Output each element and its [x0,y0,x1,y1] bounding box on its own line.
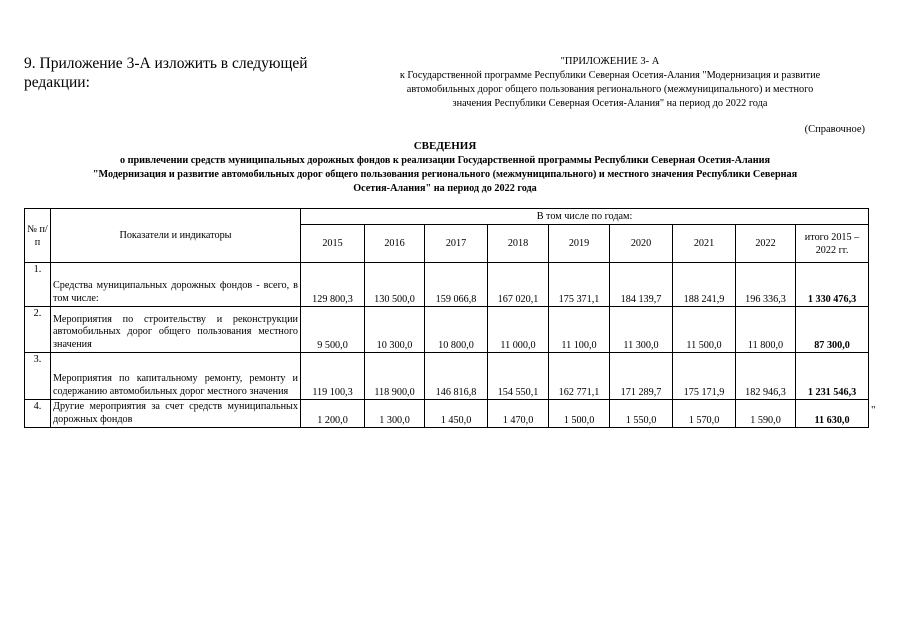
row-year-value: 184 139,7 [610,263,673,307]
document-title [20,139,870,196]
row-year-value: 1 200,0 [301,400,365,428]
row-year-value: 196 336,3 [736,263,796,307]
table-row [25,353,869,400]
row-year-value: 154 550,1 [488,353,549,400]
row-number: 4. [25,400,51,428]
appendix-line-3: значения Республики Северная Осетия-Алания" на период до 2022 года [452,98,768,109]
appendix-line-1: к Государственной программе Республики Северная Осетия-Алания "Модернизация и развитие [399,70,821,81]
header-year: 2018 [488,225,549,263]
table-row [25,307,869,353]
row-total: 87 300,0 [796,307,869,353]
header-year: 2020 [610,225,673,263]
row-number: 3. [25,353,51,400]
title-line-1: о привлечении средств муниципальных дорожных фондов к реализации Государственной программы Республики Северная Осетия-Алания [119,155,771,166]
row-year-value: 11 100,0 [549,307,610,353]
row-year-value: 10 800,0 [425,307,488,353]
row-year-value: 10 300,0 [365,307,425,353]
appendix-line-2: автомобильных дорог общего пользования регионального (межмуниципального) и местного [406,84,814,95]
row-year-value: 9 500,0 [301,307,365,353]
header-years-group: В том числе по годам: [301,209,869,225]
row-year-value: 1 590,0 [736,400,796,428]
header-year: 2019 [549,225,610,263]
title-main: СВЕДЕНИЯ [413,140,477,152]
reference-note: (Справочное) [804,124,865,135]
row-total: 11 630,0 [796,400,869,428]
row-number: 2. [25,307,51,353]
row-year-value: 129 800,3 [301,263,365,307]
header-year: 2021 [673,225,736,263]
funding-table [24,208,869,428]
header-year: 2016 [365,225,425,263]
row-year-value: 159 066,8 [425,263,488,307]
row-total: 1 330 476,3 [796,263,869,307]
row-year-value: 175 171,9 [673,353,736,400]
row-year-value: 1 300,0 [365,400,425,428]
row-total: 1 231 546,3 [796,353,869,400]
row-year-value: 11 800,0 [736,307,796,353]
table-row [25,263,869,307]
row-year-value: 118 900,0 [365,353,425,400]
row-year-value: 162 771,1 [549,353,610,400]
row-year-value: 175 371,1 [549,263,610,307]
row-year-value: 171 289,7 [610,353,673,400]
appendix-heading: "ПРИЛОЖЕНИЕ 3- А [560,56,660,67]
row-label: Средства муниципальных дорожных фондов - всего, в том числе: [51,263,301,307]
header-year: 2022 [736,225,796,263]
row-year-value: 146 816,8 [425,353,488,400]
appendix-header [360,55,860,111]
header-year: 2017 [425,225,488,263]
title-line-3: Осетия-Алания" на период до 2022 года [353,183,537,194]
row-year-value: 11 500,0 [673,307,736,353]
row-year-value: 11 000,0 [488,307,549,353]
header-year: 2015 [301,225,365,263]
row-year-value: 1 500,0 [549,400,610,428]
row-year-value: 188 241,9 [673,263,736,307]
row-label: Мероприятия по строительству и реконструкции автомобильных дорог общего пользования местного значения [51,307,301,353]
header-total: итого 2015 – 2022 гг. [796,225,869,263]
amendment-intro: 9. Приложение 3-А изложить в следующей редакции: [24,55,308,91]
row-year-value: 1 550,0 [610,400,673,428]
row-number: 1. [25,263,51,307]
row-year-value: 182 946,3 [736,353,796,400]
row-year-value: 1 570,0 [673,400,736,428]
row-year-value: 130 500,0 [365,263,425,307]
row-year-value: 1 450,0 [425,400,488,428]
table-row [25,400,869,428]
row-label: Мероприятия по капитальному ремонту, ремонту и содержанию автомобильных дорог местного значения [51,353,301,400]
row-year-value: 11 300,0 [610,307,673,353]
row-year-value: 167 020,1 [488,263,549,307]
row-label: Другие мероприятия за счет средств муниципальных дорожных фондов [51,400,301,428]
row-year-value: 1 470,0 [488,400,549,428]
closing-quote: " [871,404,876,416]
header-indicator: Показатели и индикаторы [51,209,301,263]
header-row-number: № п/п [25,209,51,263]
title-line-2: "Модернизация и развитие автомобильных дорог общего пользования регионального (межмуниципального) и местного значения Республики Северная [92,169,798,180]
row-year-value: 119 100,3 [301,353,365,400]
